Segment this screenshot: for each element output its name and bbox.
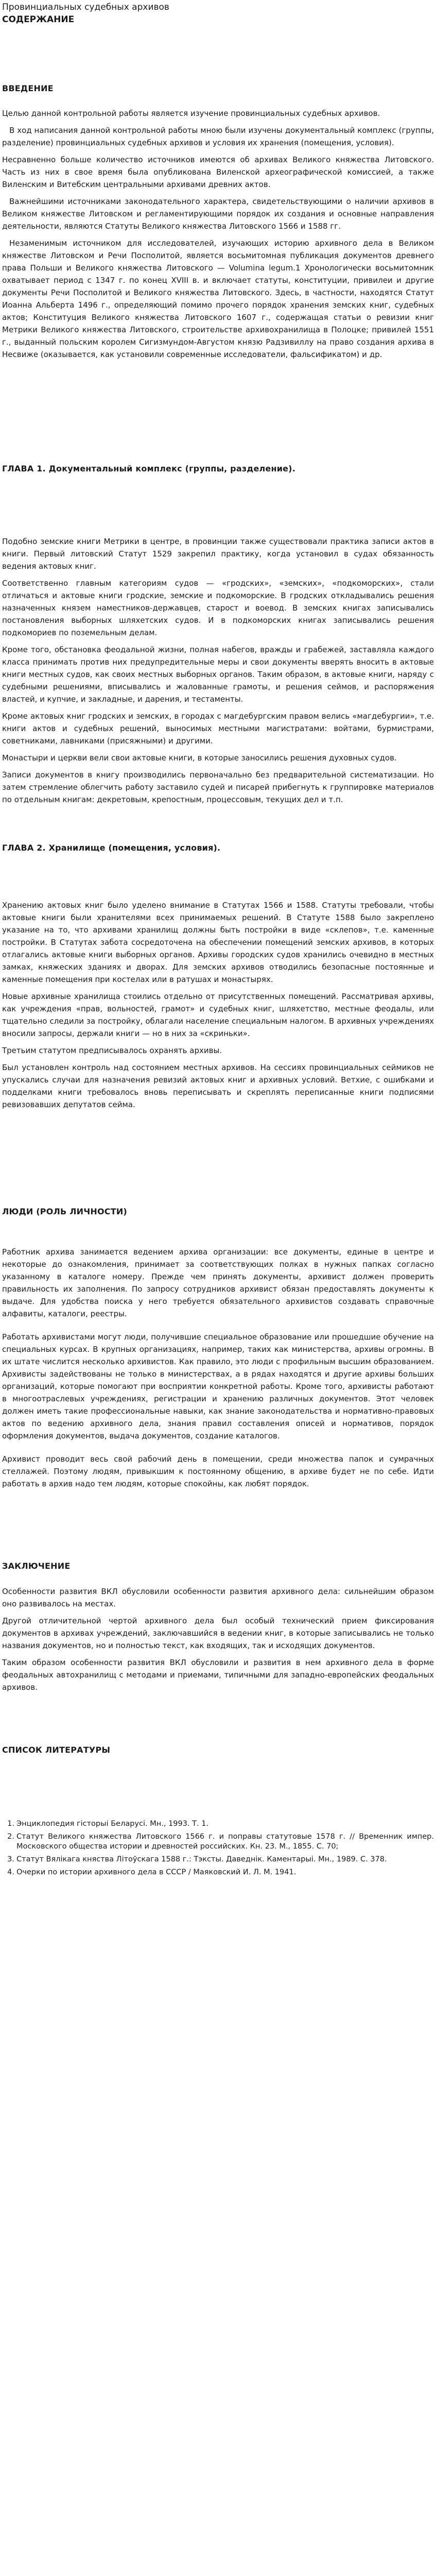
chapter1-body <box>0 535 436 806</box>
chapter2-body <box>0 899 436 1111</box>
spacer <box>0 1325 436 1331</box>
paragraph: Соответственно главным категориям судов — «гродских», «земских», «подкоморских», стали отличаться и актовые книги гродские, земские и подкоморские. В гродских откладывались решения назначенных князем наместников-державцев, старост и воевод. В земских книгах записывались постановления выборных шляхетских судов. И в подкоморских книгах записывались решения подкомориев по поземельным делам. <box>2 578 434 637</box>
chapter1-section <box>0 463 436 806</box>
paragraph: Кроме того, обстановка феодальной жизни, полная набегов, вражды и грабежей, заставляла каждого класса принимать против них предупредительные меры и свои документы вверять вносить в актовые книги местных судов, как своих местных выборных органов. Таким образом, в актовые книги, наряду с судебными решениями, вписывались и жалованные грамоты, и решения сеймов, и распоряжения властей, и купчие, и закладные, и дарения, и тестаменты. <box>2 645 434 704</box>
paragraph: Хранению актовых книг было уделено внимание в Статутах 1566 и 1588. Статуты требовали, чтобы актовые книги были хранителями всех принимаемых решений. В Статуте 1588 было закреплено указание на то, что архивами хранилищ должны быть постройки в виде «склепов», т.е. каменные постройки. В Статутах забота сосредоточена на обеспечении помещений земских архивов, в которых отлагались актовые книги выборных органов. Архивы городских судов хранились очевидно в местных замках, княжеских зданиях и дворах. Для земских архивов отводились безопасные постоянные и каменные помещения при костелах или в ратушах и монастырях. <box>2 900 434 984</box>
chapter2-heading: ГЛАВА 2. Хранилище (помещения, условия). <box>2 842 221 853</box>
reference-item: 1. Энциклопедия гісторыі Беларусі. Мн., 1993. Т. 1. <box>7 1820 209 1828</box>
reference-item: 2. Статут Великого княжества Литовского 1566 г. и поправы статутовые 1578 г. // Временник импер. Московского общества истории и древностей российских. Кн. 23. М., 1855. С. 70; <box>7 1832 434 1851</box>
paragraph: Новые архивные хранилища стоились отдельно от присутственных помещений. Рассматривая архивы, как учреждения «прав, вольностей, грамот» и судебных книг, шляхетство, местные феодалы, или тщательно следили за постройку, облагали население специальным налогом. В архивных учреждениях вносили запросы, держали книги — но в них за «скриньки». <box>2 991 434 1038</box>
paragraph: Монастыри и церкви вели свои актовые книги, в которые заносились решения духовных судов. <box>2 753 397 762</box>
literature-section <box>0 1744 436 1877</box>
spacer <box>0 1230 436 1246</box>
spacer <box>0 867 436 899</box>
reference-text: Статут Вялікага княства Літоўскага 1588 г.: Тэксты. Даведнік. Каментарыі. Мн., 1989. С. 378. <box>16 1855 387 1863</box>
reference-item: 4. Очерки по истории архивного дела в СССР / Маяковский И. Л. М. 1941. <box>7 1868 297 1876</box>
spacer <box>0 1698 436 1744</box>
paragraph: Архивист проводит весь свой рабочий день в помещении, среди множества папок и сумрачных стеллажей. Поэтому людям, привыкшим к постоянному общению, в архиве будет не по себе. Идти работать в архив надо тем людям, которые спокойны, как любят порядок. <box>2 1454 434 1489</box>
spacer <box>0 810 436 842</box>
spacer <box>0 488 436 535</box>
spacer <box>0 1769 436 1819</box>
conclusion-section <box>0 1561 436 1693</box>
paragraph: Несравненно больше количество источников имеются об архивах Великого княжества Литовского. Часть из них в свое время была опубликована Виленской археографической комиссией, а также Виленским и Витебским центральными архивами древних актов. <box>2 155 434 190</box>
reference-text: Статут Великого княжества Литовского 1566 г. и поправы статутовые 1578 г. // Временник импер. Московского общества истории и древностей российских. Кн. 23. М., 1855. С. 70; <box>16 1832 434 1851</box>
paragraph: Третьим статутом предписывалось охранять архивы. <box>2 1045 222 1055</box>
chapter2-section <box>0 842 436 1111</box>
reference-text: Очерки по истории архивного дела в СССР / Маяковский И. Л. М. 1941. <box>16 1868 297 1876</box>
contents-heading: СОДЕРЖАНИЕ <box>2 14 75 25</box>
intro-section <box>0 83 436 361</box>
paragraph: Подобно земские книги Метрики в центре, в провинции также существовали практика записи актов в книги. Первый литовский Статут 1529 закрепил практику, когда установил в судах обязанность ведения актовых книг. <box>2 536 434 571</box>
intro-heading: ВВЕДЕНИЕ <box>2 83 54 93</box>
paragraph: Другой отличительной чертой архивного дела был особый технический прием фиксирования документов в архивах учреждений, заключавшийся в ведении книг, в которые записывались не только названия документов, но и полностью текст, как входящих, так и исходящих документов. <box>2 1616 434 1650</box>
document-title: Провинциальных судебных архивов <box>2 2 169 12</box>
paragraph: Незаменимым источником для исследователей, изучающих историю архивного дела в Великом княжестве Литовском и Речи Посполитой, является восьмитомная публикация документов древнего права Польши и Великого княжества Литовского — Volumina legum.1 Хронологически восьмитомник охватывает период с 1347 г. по конец XVIII в. и включает статуты, конституции, привилеи и другие документы Речи Посполитой и Великого княжества Литовского. Здесь, в частности, находятся Статут Иоанна Альберта 1496 г., определяющий помимо прочего порядок хранения земских книг, судебных актов; Конституция Великого княжества Литовского 1607 г., содержащая статьи о ревизии книг Метрики Великого княжества Литовского, строительстве архивохранилища в Полоцке; привилей 1551 г., выданный польским королем Сигизмундом-Августом князю Радзивиллу на право создания архива в Несвиже (оказывается, как установили современные исследователи, фальсификатом) и др. <box>2 239 434 360</box>
paragraph: Целью данной контрольной работы является изучение провинциальных судебных архивов. <box>2 109 380 118</box>
people-heading: ЛЮДИ (РОЛЬ ЛИЧНОСТИ) <box>2 1206 127 1216</box>
paragraph: Работник архива занимается ведением архива организации: все документы, единые в центре и некоторые до ознакомления, принимает за соответствующих полках в нужных папках согласно указанному в каталоге номеру. Прежде чем принять документы, архивист должен проверить правильность их заполнения. По запросу сотрудников архивист обязан предоставлять документы к выдаче. Для удобства поиска у него требуется обязательного архивистов создавать справочные алфавиты, каталоги, реестры. <box>2 1247 434 1319</box>
reference-list <box>0 1819 436 1877</box>
reference-text: Энциклопедия гісторыі Беларусі. Мн., 1993. Т. 1. <box>16 1820 209 1828</box>
conclusion-body <box>0 1585 436 1693</box>
chapter1-heading: ГЛАВА 1. Документальный комплекс (группы, разделение). <box>2 464 295 474</box>
paragraph: Записи документов в книгу производились первоначально без предварительной систематизации. Но затем стремление облегчить работу заставило судей и писарей прибегнуть к группировке материалов по отдельным книгам: декретовым, крепостным, процессовым, текущих дел и т.п. <box>2 770 434 804</box>
paragraph: Таким образом особенности развития ВКЛ обусловили и развития в нем архивного дела в форме феодальных автохранилищ с методами и приемами, типичными для западно-европейских феодальных архивов. <box>2 1657 434 1692</box>
people-body <box>0 1246 436 1490</box>
spacer <box>0 1447 436 1453</box>
spacer <box>0 365 436 463</box>
paragraph: В ход написания данной контрольной работы мною были изучены документальный комплекс (группы, разделение) провинциальных судебных архивов и условия их хранения (помещения, условия). <box>2 126 434 148</box>
paragraph: Важнейшими источниками законодательного характера, свидетельствующими о наличии архивов в Великом княжестве Литовском и регламентирующими порядок их создания и основные направления деятельности, являются Статуты Великого княжества Литовского 1566 и 1588 гг. <box>2 197 434 231</box>
paragraph: Кроме актовых книг гродских и земских, в городах с магдебургским правом велись «магдебургии», т.е. книги актов и судебных решений, выносимых местными магистратами: войтами, бурмистрами, советниками, лавниками (присяжными) и другими. <box>2 711 434 745</box>
paragraph: Работать архивистами могут люди, получившие специальное образование или прошедшие обучение на специальных курсах. В крупных организациях, например, таких как министерства, архивы огромны. В их штате числится несколько архивистов. Как правило, это люди с профильным высшим образованием. Архивисты задействованы не только в министерствах, а в рядах находятся и другие архивы больших организаций, которые помогают при восприятии конкретной работы. Кроме того, архивисты работают в многоотраслевых учреждениях, регистрации и хранению различных документов. Этот человек должен иметь такие профессиональные навыки, как знание законодательства и нормативно-правовых актов по ведению архивного дела, знания правил составления описей и нормативов, порядок оформления документов, выдача документов, создание каталогов. <box>2 1332 434 1441</box>
paragraph: Был установлен контроль над состоянием местных архивов. На сессиях провинциальных сеймиков не упускались случаи для назначения ревизий актовых книг и архивных условий. Ветхие, с ошибками и подделками книги требовалось вновь переписывать и скреплять переписанные книги подписями ревизовавших депутатов сейма. <box>2 1062 434 1109</box>
intro-body <box>0 107 436 361</box>
reference-item: 3. Статут Вялікага княства Літоўскага 1588 г.: Тэксты. Даведнік. Каментарыі. Мн., 1989. С. 378. <box>7 1855 387 1863</box>
people-section <box>0 1206 436 1490</box>
conclusion-heading: ЗАКЛЮЧЕНИЕ <box>2 1561 71 1571</box>
spacer <box>0 1115 436 1206</box>
literature-heading: СПИСОК ЛИТЕРАТУРЫ <box>2 1744 111 1755</box>
spacer <box>0 1495 436 1561</box>
paragraph: Особенности развития ВКЛ обусловили особенности развития архивного дела: сильнейшим образом оно развивалось на местах. <box>2 1586 434 1608</box>
